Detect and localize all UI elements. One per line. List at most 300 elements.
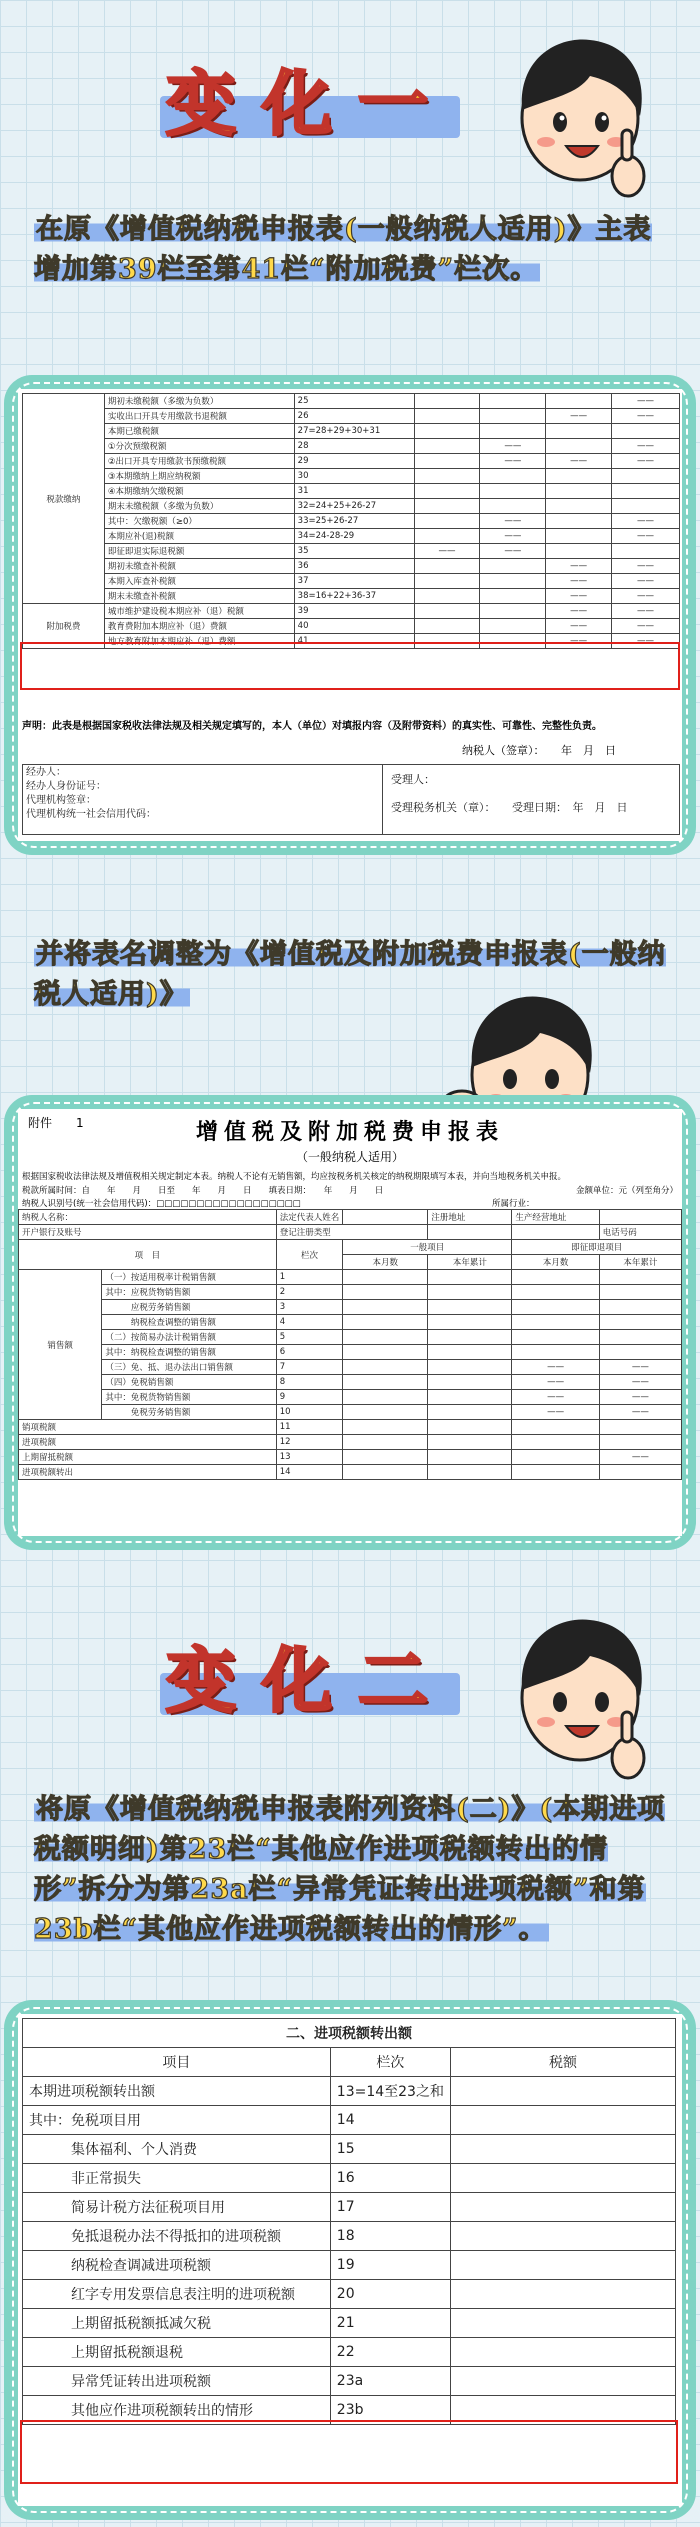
row-item: 实收出口开具专用缴款书退税额 bbox=[104, 409, 294, 424]
row-cell bbox=[428, 1465, 512, 1480]
section2-heading: 变化二 bbox=[150, 1625, 470, 1735]
row-item: 异常凭证转出进项税额 bbox=[23, 2367, 331, 2396]
row-cell: —— bbox=[512, 1390, 599, 1405]
row-cell bbox=[480, 604, 546, 619]
row-no: 1 bbox=[276, 1270, 343, 1285]
row-no: 23b bbox=[330, 2396, 450, 2425]
row-no: 8 bbox=[276, 1375, 343, 1390]
row-item: 本期已缴税额 bbox=[104, 424, 294, 439]
row-no: 27=28+29+30+31 bbox=[294, 424, 414, 439]
row-cell: —— bbox=[512, 1375, 599, 1390]
row-cell: —— bbox=[480, 454, 546, 469]
row-cell bbox=[343, 1330, 428, 1345]
reg-addr-label: 注册地址 bbox=[428, 1210, 512, 1225]
declaration-form-title: 增值税及附加税费申报表 bbox=[195, 1120, 504, 1145]
row-cell bbox=[599, 1435, 681, 1450]
row-no: 2 bbox=[276, 1285, 343, 1300]
row-item: 非正常损失 bbox=[23, 2164, 331, 2193]
receiver-label: 受理人： bbox=[391, 773, 435, 786]
row-no: 18 bbox=[330, 2222, 450, 2251]
row-item: 上期留抵税额退税 bbox=[23, 2338, 331, 2367]
row-no: 30 bbox=[294, 469, 414, 484]
row-cell bbox=[546, 529, 612, 544]
row-item: 期末未缴税额（多缴为负数） bbox=[104, 499, 294, 514]
row-cell bbox=[414, 454, 480, 469]
row-item: 纳税检查调减进项税额 bbox=[23, 2251, 331, 2280]
row-no: 23a bbox=[330, 2367, 450, 2396]
agent-line: 经办人： bbox=[26, 767, 66, 778]
row-cell bbox=[599, 1345, 681, 1360]
section1-paragraph: 在原《增值税纳税申报表(一般纳税人适用)》主表增加第39栏至第41栏“附加税费”栏次。 bbox=[34, 214, 652, 285]
row-item: 其中：应税货物销售额 bbox=[102, 1285, 276, 1300]
row-no: 39 bbox=[294, 604, 414, 619]
row-no: 25 bbox=[294, 394, 414, 409]
row-cell bbox=[612, 424, 680, 439]
row-amount bbox=[450, 2280, 675, 2309]
row-no: 14 bbox=[276, 1465, 343, 1480]
row-cell bbox=[414, 484, 480, 499]
row-cell bbox=[414, 559, 480, 574]
row-cell: —— bbox=[480, 529, 546, 544]
row-item: 集体福利、个人消费 bbox=[23, 2135, 331, 2164]
row-item: 城市维护建设税本期应补（退）税额 bbox=[104, 604, 294, 619]
row-cell: —— bbox=[612, 619, 680, 634]
agent-line: 代理机构签章： bbox=[26, 795, 96, 806]
row-amount bbox=[450, 2164, 675, 2193]
row-cell bbox=[343, 1315, 428, 1330]
row-item: 其中：欠缴税额（≥0） bbox=[104, 514, 294, 529]
table1-sheet bbox=[18, 389, 682, 841]
row-cell bbox=[512, 1330, 599, 1345]
row-amount bbox=[450, 2193, 675, 2222]
table-row bbox=[23, 514, 680, 529]
row-cell bbox=[546, 544, 612, 559]
row-item: 进项税额转出 bbox=[19, 1465, 277, 1480]
tax-period: 税款所属时间：自 年 月 日至 年 月 日 填表日期： 年 月 日 bbox=[22, 1186, 384, 1196]
row-cell bbox=[546, 484, 612, 499]
row-cell: —— bbox=[512, 1405, 599, 1420]
row-cell bbox=[480, 424, 546, 439]
row-cell bbox=[480, 619, 546, 634]
row-item: 期末未缴查补税额 bbox=[104, 589, 294, 604]
row-cell bbox=[343, 1390, 428, 1405]
row-item: （三）免、抵、退办法出口销售额 bbox=[102, 1360, 276, 1375]
row-cell bbox=[599, 1420, 681, 1435]
cartoon-boy-icon bbox=[498, 1598, 668, 1788]
row-amount bbox=[450, 2251, 675, 2280]
row-cell: —— bbox=[546, 619, 612, 634]
row-cell bbox=[414, 619, 480, 634]
row-item: （四）免税销售额 bbox=[102, 1375, 276, 1390]
row-no: 14 bbox=[330, 2106, 450, 2135]
row-cell: —— bbox=[599, 1390, 681, 1405]
row-item: 本期应补(退)税额 bbox=[104, 529, 294, 544]
row-cell bbox=[546, 439, 612, 454]
row-item: 红字专用发票信息表注明的进项税额 bbox=[23, 2280, 331, 2309]
row-cell bbox=[428, 1285, 512, 1300]
row-cell bbox=[343, 1450, 428, 1465]
table-row bbox=[19, 1270, 682, 1285]
row-cell bbox=[512, 1270, 599, 1285]
row-cell: —— bbox=[414, 544, 480, 559]
table-row bbox=[23, 484, 680, 499]
row-cell: —— bbox=[480, 544, 546, 559]
row-no: 19 bbox=[330, 2251, 450, 2280]
table-row bbox=[23, 2077, 676, 2106]
tax-payment-table bbox=[22, 393, 680, 649]
table-row bbox=[23, 439, 680, 454]
taxpayer-sign: 纳税人（签章）： 年 月 日 bbox=[462, 744, 616, 757]
table-row bbox=[19, 1465, 682, 1480]
row-no: 17 bbox=[330, 2193, 450, 2222]
row-item: 本期入库查补税额 bbox=[104, 574, 294, 589]
row-cell bbox=[480, 469, 546, 484]
section2-paragraph: 将原《增值税纳税申报表附列资料(二)》(本期进项税额明细)第23栏“其他应作进项税额转出的情形”拆分为第23a栏“异常凭证转出进项税额”和第23b栏“其他应作进项税额转出的情形”。 bbox=[34, 1794, 666, 1945]
table2-sheet bbox=[18, 1109, 682, 1536]
row-cell bbox=[428, 1345, 512, 1360]
row-no: 41 bbox=[294, 634, 414, 649]
row-cell bbox=[414, 424, 480, 439]
phone-label: 电话号码 bbox=[599, 1225, 681, 1240]
row-item: 纳税检查调整的销售额 bbox=[102, 1315, 276, 1330]
row-cell: —— bbox=[612, 529, 680, 544]
row-no: 26 bbox=[294, 409, 414, 424]
sales-table bbox=[18, 1209, 682, 1480]
row-amount bbox=[450, 2309, 675, 2338]
row-cell bbox=[480, 394, 546, 409]
row-no: 6 bbox=[276, 1345, 343, 1360]
row-item: 免抵退税办法不得抵扣的进项税额 bbox=[23, 2222, 331, 2251]
row-cell bbox=[612, 484, 680, 499]
row-no: 13=14至23之和 bbox=[330, 2077, 450, 2106]
row-cell: —— bbox=[599, 1375, 681, 1390]
declaration-form-subtitle: （一般纳税人适用） bbox=[295, 1150, 404, 1164]
row-cell: —— bbox=[612, 514, 680, 529]
row-cell bbox=[512, 1465, 599, 1480]
attachment-label: 附件 1 bbox=[28, 1116, 84, 1130]
taxpayer-id: 纳税人识别号(统一社会信用代码)：□□□□□□□□□□□□□□□□□□ bbox=[22, 1199, 301, 1209]
row-cell bbox=[414, 589, 480, 604]
table-row bbox=[23, 2193, 676, 2222]
row-cell bbox=[546, 514, 612, 529]
row-cell bbox=[428, 1330, 512, 1345]
row-item: 上期留抵税额抵减欠税 bbox=[23, 2309, 331, 2338]
row-cell: —— bbox=[546, 559, 612, 574]
row-cell: —— bbox=[612, 589, 680, 604]
row-cell bbox=[414, 394, 480, 409]
row-item: 教育费附加本期应补（退）费额 bbox=[104, 619, 294, 634]
col-ytd-header: 本年累计 bbox=[428, 1255, 512, 1270]
col-no-header: 栏次 bbox=[330, 2048, 450, 2077]
highlight-box-additional-fees bbox=[20, 642, 680, 690]
row-cell bbox=[343, 1285, 428, 1300]
row-cell bbox=[512, 1345, 599, 1360]
row-cell: —— bbox=[546, 604, 612, 619]
row-cell bbox=[512, 1285, 599, 1300]
row-no: 28 bbox=[294, 439, 414, 454]
row-cell: —— bbox=[599, 1405, 681, 1420]
row-cell: —— bbox=[480, 439, 546, 454]
row-cell bbox=[343, 1405, 428, 1420]
table2-card bbox=[4, 1095, 696, 1550]
row-no: 15 bbox=[330, 2135, 450, 2164]
table-row bbox=[19, 1315, 682, 1330]
row-cell bbox=[480, 499, 546, 514]
row-no: 31 bbox=[294, 484, 414, 499]
row-cell bbox=[343, 1300, 428, 1315]
row-no: 21 bbox=[330, 2309, 450, 2338]
row-cell bbox=[546, 469, 612, 484]
row-cell bbox=[480, 589, 546, 604]
col-item-header: 项 目 bbox=[19, 1240, 277, 1270]
table-row bbox=[23, 2251, 676, 2280]
row-cell bbox=[546, 499, 612, 514]
table-row bbox=[23, 2280, 676, 2309]
table3-card bbox=[4, 2000, 696, 2520]
row-item: 简易计税方法征税项目用 bbox=[23, 2193, 331, 2222]
declaration-text: 声明：此表是根据国家税收法律法规及相关规定填写的，本人（单位）对填报内容（及附带资料）的真实性、可靠性、完整性负责。 bbox=[22, 721, 602, 732]
col-no-header: 栏次 bbox=[276, 1240, 343, 1270]
row-item: 其他应作进项税额转出的情形 bbox=[23, 2396, 331, 2425]
row-cell bbox=[512, 1450, 599, 1465]
table-row bbox=[23, 589, 680, 604]
group-label: 销售额 bbox=[19, 1270, 102, 1420]
table-row bbox=[23, 2367, 676, 2396]
row-item: 期初未缴查补税额 bbox=[104, 559, 294, 574]
taxpayer-name-label: 纳税人名称： bbox=[19, 1210, 277, 1225]
row-cell: —— bbox=[612, 409, 680, 424]
row-cell: —— bbox=[612, 574, 680, 589]
row-cell bbox=[612, 499, 680, 514]
row-no: 11 bbox=[276, 1420, 343, 1435]
row-no: 36 bbox=[294, 559, 414, 574]
table-row bbox=[23, 619, 680, 634]
row-cell bbox=[414, 499, 480, 514]
row-cell bbox=[428, 1450, 512, 1465]
row-cell bbox=[612, 469, 680, 484]
input-tax-transfer-table bbox=[22, 2018, 676, 2425]
row-cell bbox=[428, 1405, 512, 1420]
row-item: 免税劳务销售额 bbox=[102, 1405, 276, 1420]
row-item: （一）按适用税率计税销售额 bbox=[102, 1270, 276, 1285]
row-no: 16 bbox=[330, 2164, 450, 2193]
row-cell bbox=[546, 424, 612, 439]
form-intro: 根据国家税收法律法规及增值税相关规定制定本表。纳税人不论有无销售额，均应按税务机关核定的纳税期限填写本表，并向当地税务机关申报。 bbox=[22, 1172, 567, 1182]
row-item: 其中：免税货物销售额 bbox=[102, 1390, 276, 1405]
row-cell bbox=[512, 1435, 599, 1450]
row-cell: —— bbox=[612, 559, 680, 574]
row-cell bbox=[480, 574, 546, 589]
row-cell bbox=[343, 1375, 428, 1390]
col-refund-header: 即征即退项目 bbox=[512, 1240, 682, 1255]
row-cell bbox=[414, 439, 480, 454]
row-item: ④本期缴纳欠缴税额 bbox=[104, 484, 294, 499]
table-row bbox=[19, 1375, 682, 1390]
table-row bbox=[19, 1450, 682, 1465]
table-row bbox=[23, 604, 680, 619]
row-cell: —— bbox=[546, 574, 612, 589]
row-no: 13 bbox=[276, 1450, 343, 1465]
row-cell bbox=[480, 484, 546, 499]
table-row bbox=[23, 499, 680, 514]
table-row bbox=[23, 544, 680, 559]
row-cell bbox=[512, 1300, 599, 1315]
row-cell bbox=[343, 1270, 428, 1285]
row-cell bbox=[428, 1435, 512, 1450]
row-no: 40 bbox=[294, 619, 414, 634]
reg-type-label: 登记注册类型 bbox=[276, 1225, 428, 1240]
row-cell: —— bbox=[612, 454, 680, 469]
row-no: 22 bbox=[330, 2338, 450, 2367]
row-cell: —— bbox=[599, 1450, 681, 1465]
row-cell bbox=[480, 559, 546, 574]
col-general-header: 一般项目 bbox=[343, 1240, 512, 1255]
row-cell: —— bbox=[546, 634, 612, 649]
row-no: 9 bbox=[276, 1390, 343, 1405]
row-item: （二）按简易办法计税销售额 bbox=[102, 1330, 276, 1345]
table-row bbox=[23, 2164, 676, 2193]
row-cell: —— bbox=[612, 604, 680, 619]
table-row bbox=[23, 469, 680, 484]
row-cell bbox=[343, 1435, 428, 1450]
row-amount bbox=[450, 2135, 675, 2164]
highlight-box-23a-23b bbox=[20, 2420, 678, 2484]
row-cell bbox=[428, 1315, 512, 1330]
row-no: 3 bbox=[276, 1300, 343, 1315]
table-row bbox=[23, 574, 680, 589]
table-row bbox=[19, 1390, 682, 1405]
row-item: ②出口开具专用缴款书预缴税额 bbox=[104, 454, 294, 469]
row-item: 销项税额 bbox=[19, 1420, 277, 1435]
row-item: 其中：纳税检查调整的销售额 bbox=[102, 1345, 276, 1360]
agent-line: 经办人身份证号： bbox=[26, 781, 106, 792]
row-cell bbox=[414, 469, 480, 484]
signature-table bbox=[22, 764, 680, 835]
table3-sheet bbox=[18, 2014, 682, 2506]
row-item: 期初未缴税额（多缴为负数） bbox=[104, 394, 294, 409]
row-cell bbox=[480, 409, 546, 424]
row-cell bbox=[599, 1330, 681, 1345]
row-cell bbox=[414, 604, 480, 619]
row-item: 即征即退实际退税额 bbox=[104, 544, 294, 559]
group-label: 税款缴纳 bbox=[23, 394, 105, 604]
row-no: 34=24-28-29 bbox=[294, 529, 414, 544]
table-row bbox=[19, 1285, 682, 1300]
row-cell: —— bbox=[612, 439, 680, 454]
row-amount bbox=[450, 2367, 675, 2396]
table1-card bbox=[4, 375, 696, 855]
row-item: ①分次预缴税额 bbox=[104, 439, 294, 454]
row-cell bbox=[428, 1360, 512, 1375]
section1b-paragraph: 并将表名调整为《增值税及附加税费申报表(一般纳税人适用)》 bbox=[34, 939, 666, 1010]
row-cell: —— bbox=[512, 1360, 599, 1375]
row-cell bbox=[414, 514, 480, 529]
row-amount bbox=[450, 2222, 675, 2251]
row-cell bbox=[546, 394, 612, 409]
row-no: 29 bbox=[294, 454, 414, 469]
row-item: 其中：免税项目用 bbox=[23, 2106, 331, 2135]
cartoon-boy-icon bbox=[498, 18, 668, 208]
table-row bbox=[23, 454, 680, 469]
row-cell bbox=[428, 1270, 512, 1285]
table-row bbox=[19, 1300, 682, 1315]
row-no: 38=16+22+36-37 bbox=[294, 589, 414, 604]
receiver-office: 受理税务机关（章）： 受理日期： 年 月 日 bbox=[391, 801, 628, 814]
row-no: 12 bbox=[276, 1435, 343, 1450]
row-cell bbox=[343, 1360, 428, 1375]
biz-addr-label: 生产经营地址 bbox=[512, 1210, 599, 1225]
row-no: 37 bbox=[294, 574, 414, 589]
row-no: 33=25+26-27 bbox=[294, 514, 414, 529]
row-cell bbox=[599, 1300, 681, 1315]
col-ytd-header: 本年累计 bbox=[599, 1255, 681, 1270]
row-amount bbox=[450, 2338, 675, 2367]
row-cell bbox=[512, 1315, 599, 1330]
table-row bbox=[23, 394, 680, 409]
row-amount bbox=[450, 2106, 675, 2135]
agent-line: 代理机构统一社会信用代码： bbox=[26, 809, 156, 820]
table-row bbox=[23, 559, 680, 574]
legal-rep-label: 法定代表人姓名 bbox=[276, 1210, 343, 1225]
row-cell bbox=[512, 1420, 599, 1435]
row-no: 7 bbox=[276, 1360, 343, 1375]
row-cell bbox=[599, 1270, 681, 1285]
row-item: 本期进项税额转出额 bbox=[23, 2077, 331, 2106]
row-item: 进项税额 bbox=[19, 1435, 277, 1450]
row-cell bbox=[343, 1345, 428, 1360]
row-no: 10 bbox=[276, 1405, 343, 1420]
table-row bbox=[23, 2309, 676, 2338]
row-cell bbox=[428, 1375, 512, 1390]
row-cell bbox=[428, 1420, 512, 1435]
table-row bbox=[23, 2222, 676, 2251]
table-row bbox=[23, 2338, 676, 2367]
bank-label: 开户银行及账号 bbox=[19, 1225, 277, 1240]
col-item-header: 项目 bbox=[23, 2048, 331, 2077]
row-cell: —— bbox=[599, 1360, 681, 1375]
table3-title: 二、进项税额转出额 bbox=[23, 2019, 676, 2048]
row-cell bbox=[612, 544, 680, 559]
industry-label: 所属行业： bbox=[492, 1199, 535, 1209]
row-cell bbox=[428, 1300, 512, 1315]
row-cell bbox=[414, 409, 480, 424]
col-amount-header: 税额 bbox=[450, 2048, 675, 2077]
row-cell bbox=[599, 1465, 681, 1480]
table-row bbox=[19, 1435, 682, 1450]
group-label: 附加税费 bbox=[23, 604, 105, 649]
row-cell: —— bbox=[480, 514, 546, 529]
row-cell: —— bbox=[612, 634, 680, 649]
row-cell bbox=[599, 1285, 681, 1300]
row-cell bbox=[599, 1315, 681, 1330]
row-amount bbox=[450, 2077, 675, 2106]
row-item: 应税劳务销售额 bbox=[102, 1300, 276, 1315]
row-no: 4 bbox=[276, 1315, 343, 1330]
amount-unit: 金额单位：元（列至角分） bbox=[575, 1186, 678, 1196]
row-no: 32=24+25+26-27 bbox=[294, 499, 414, 514]
row-cell bbox=[343, 1465, 428, 1480]
table-row bbox=[23, 424, 680, 439]
table-row bbox=[23, 2135, 676, 2164]
row-cell bbox=[343, 1420, 428, 1435]
row-item: ③本期缴纳上期应纳税额 bbox=[104, 469, 294, 484]
table-row bbox=[19, 1405, 682, 1420]
row-cell: —— bbox=[612, 394, 680, 409]
row-cell: —— bbox=[546, 409, 612, 424]
table-row bbox=[23, 409, 680, 424]
col-month-header: 本月数 bbox=[343, 1255, 428, 1270]
row-item: 地方教育附加本期应补（退）费额 bbox=[104, 634, 294, 649]
